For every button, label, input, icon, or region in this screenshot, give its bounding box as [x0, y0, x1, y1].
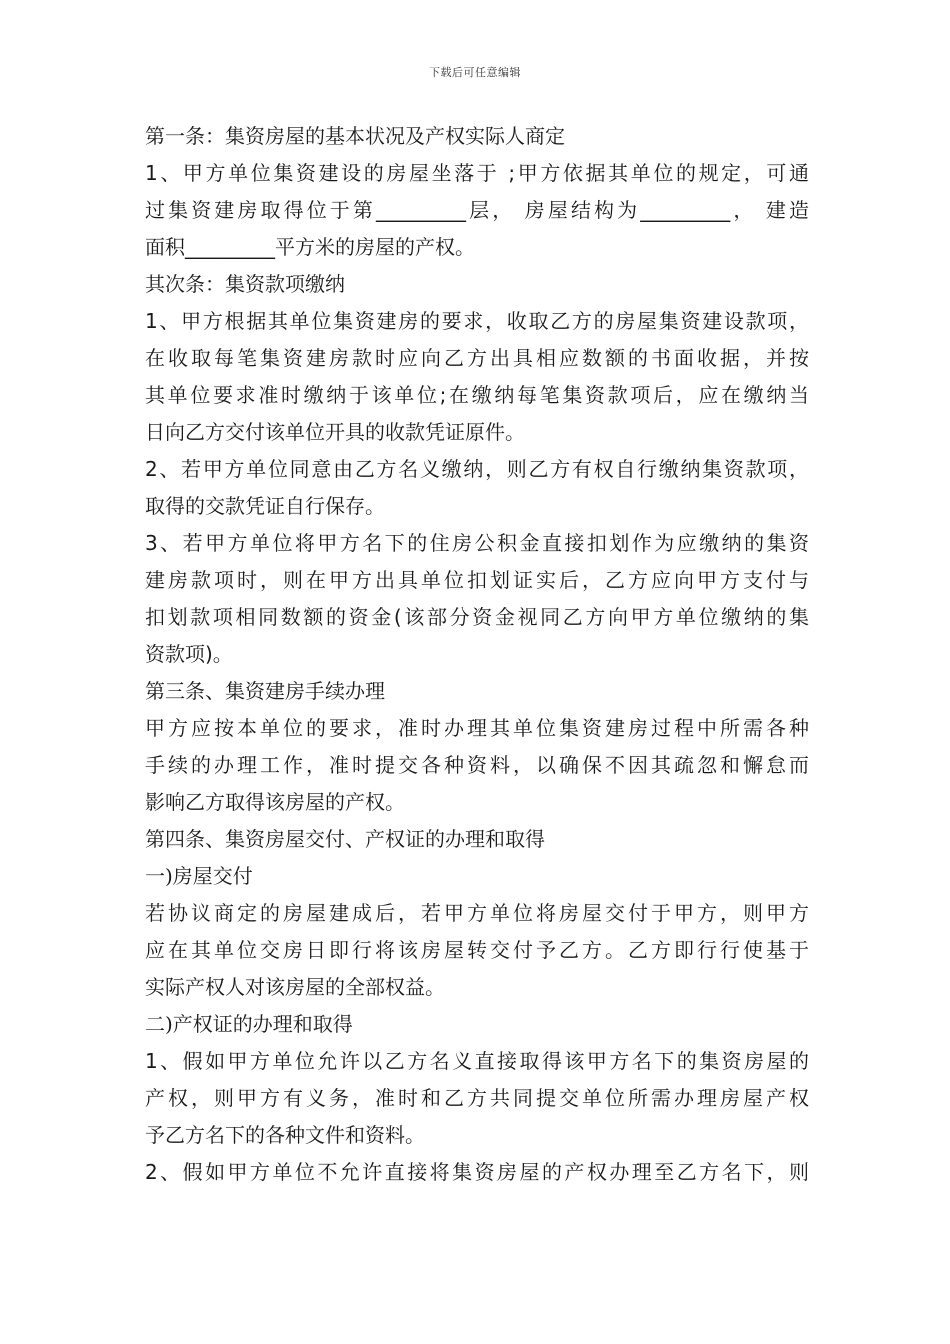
paragraph-line: 2、若甲方单位同意由乙方名义缴纳，则乙方有权自行缴纳集资款项， [145, 457, 809, 481]
paragraph-line: 手续的办理工作，准时提交各种资料，以确保不因其疏忽和懈怠而 [145, 753, 809, 777]
paragraph-line: 若协议商定的房屋建成后，若甲方单位将房屋交付于甲方，则甲方 [145, 901, 809, 925]
paragraph-line: 其单位要求准时缴纳于该单位;在缴纳每笔集资款项后，应在缴纳当 [145, 383, 809, 407]
subsection-heading: 一)房屋交付 [145, 864, 253, 888]
paragraph-line: 取得的交款凭证自行保存。 [145, 494, 385, 518]
paragraph-line: 过集资建房取得位于第_________层， 房屋结构为_________， 建造 [145, 198, 809, 222]
paragraph-line: 建房款项时，则在甲方出具单位扣划证实后，乙方应向甲方支付与 [145, 568, 809, 592]
paragraph-line: 1、甲方根据其单位集资建房的要求，收取乙方的房屋集资建设款项， [145, 309, 809, 333]
paragraph-line: 影响乙方取得该房屋的产权。 [145, 790, 405, 814]
paragraph-line: 资款项)。 [145, 642, 233, 666]
paragraph-line: 1、甲方单位集资建设的房屋坐落于 ;甲方依据其单位的规定，可通 [145, 161, 809, 185]
subsection-heading: 二)产权证的办理和取得 [145, 1012, 353, 1036]
section-heading: 其次条：集资款项缴纳 [145, 272, 345, 296]
paragraph-line: 日向乙方交付该单位开具的收款凭证原件。 [145, 420, 525, 444]
paragraph-line: 应在其单位交房日即行将该房屋转交付予乙方。乙方即行行使基于 [145, 938, 809, 962]
paragraph-line: 2、假如甲方单位不允许直接将集资房屋的产权办理至乙方名下，则 [145, 1160, 809, 1184]
page-header: 下载后可任意编辑 [429, 66, 521, 79]
paragraph-line: 实际产权人对该房屋的全部权益。 [145, 975, 445, 999]
paragraph-line: 1、假如甲方单位允许以乙方名义直接取得该甲方名下的集资房屋的 [145, 1049, 809, 1073]
paragraph-line: 扣划款项相同数额的资金(该部分资金视同乙方向甲方单位缴纳的集 [145, 605, 809, 629]
paragraph-line: 产权，则甲方有义务，准时和乙方共同提交单位所需办理房屋产权 [145, 1086, 809, 1110]
paragraph-line: 3、若甲方单位将甲方名下的住房公积金直接扣划作为应缴纳的集资 [145, 531, 809, 555]
paragraph-line: 甲方应按本单位的要求，准时办理其单位集资建房过程中所需各种 [145, 716, 809, 740]
paragraph-line: 面积_________平方米的房屋的产权。 [145, 235, 475, 259]
section-heading: 第四条、集资房屋交付、产权证的办理和取得 [145, 827, 545, 851]
section-heading: 第三条、集资建房手续办理 [145, 679, 385, 703]
paragraph-line: 在收取每笔集资建房款时应向乙方出具相应数额的书面收据，并按 [145, 346, 809, 370]
document-body [145, 118, 809, 1191]
paragraph-line: 予乙方名下的各种文件和资料。 [145, 1123, 425, 1147]
section-heading: 第一条：集资房屋的基本状况及产权实际人商定 [145, 124, 565, 148]
